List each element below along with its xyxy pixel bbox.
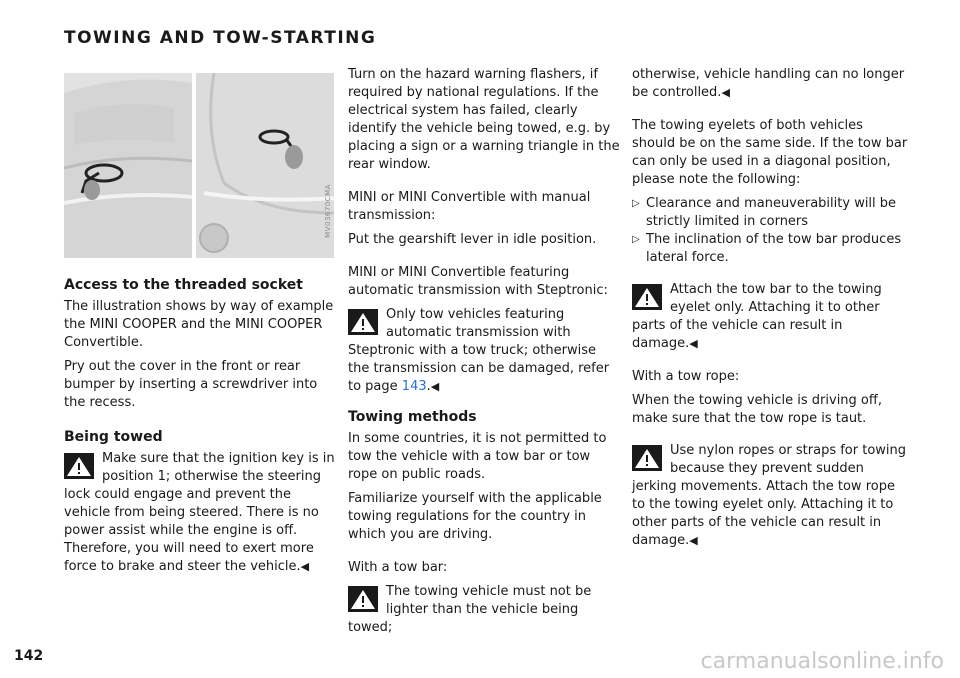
column-3 [632, 66, 910, 556]
warning-triangle-icon [632, 445, 662, 471]
heading-being-towed: Being towed [64, 429, 163, 445]
page-link[interactable]: 143 [401, 379, 427, 394]
warning-text: Attach the tow bar to the towing eyelet only. Attaching it to other parts of the vehicle can result in damage. [632, 282, 882, 351]
paragraph: In some countries, it is not permitted to tow the vehicle with a tow bar or tow rope on public roads. [348, 431, 607, 482]
warning-triangle-icon [64, 453, 94, 479]
end-mark-icon: ◀ [689, 337, 698, 350]
page-number: 142 [14, 648, 44, 664]
paragraph: Put the gearshift lever in idle position. [348, 232, 597, 247]
paragraph: MINI or MINI Convertible featuring automatic transmission with Steptronic: [348, 265, 608, 298]
paragraph-text: otherwise, vehicle handling can no longer be controlled. [632, 67, 905, 100]
tow-eyelet-illustration [64, 73, 334, 258]
warning-note [632, 281, 910, 353]
heading-towing-methods: Towing methods [348, 409, 477, 425]
warning-note [348, 583, 620, 637]
paragraph: MINI or MINI Convertible with manual transmission: [348, 190, 591, 223]
list-item: ▷ Clearance and maneuverability will be strictly limited in corners [632, 195, 910, 231]
list-item: ▷ The inclination of the tow bar produces lateral force. [632, 231, 910, 267]
watermark: carmanualsonline.info [700, 649, 944, 674]
bumper-photo [64, 73, 334, 258]
warning-triangle-icon [348, 309, 378, 335]
end-mark-icon: ◀ [721, 86, 730, 99]
warning-triangle-icon [632, 284, 662, 310]
paragraph: When the towing vehicle is driving off, make sure that the tow rope is taut. [632, 393, 882, 426]
paragraph [632, 66, 910, 102]
column-1 [64, 270, 336, 582]
end-mark-icon: ◀ [689, 534, 698, 547]
heading-access-threaded-socket: Access to the threaded socket [64, 277, 303, 293]
page-title: TOWING AND TOW-STARTING [64, 28, 377, 48]
warning-text: Make sure that the ignition key is in position 1; otherwise the steering lock could engage and prevent the vehicle from being steered. There is no power assist while the engine is off. Therefore, you will need to exert more force to brake and steer the vehicle. [64, 451, 335, 574]
paragraph: The towing eyelets of both vehicles should be on the same side. If the tow bar can only be used in a diagonal position, please note the following: [632, 118, 908, 187]
warning-text: The towing vehicle must not be lighter than the vehicle being towed; [348, 584, 592, 635]
column-2 [348, 66, 620, 643]
paragraph: With a tow bar: [348, 560, 448, 575]
end-mark-icon: ◀ [300, 560, 310, 573]
end-mark-icon: ◀ [430, 380, 440, 393]
figure-code: MV03670CMA [324, 184, 332, 238]
paragraph: The illustration shows by way of example the MINI COOPER and the MINI COOPER Convertible. [64, 299, 334, 350]
paragraph: Turn on the hazard warning flashers, if required by national regulations. If the electrical system has failed, clearly identify the vehicle being towed, e.g. by placing a sign or a warning triangle in the rear window. [348, 67, 620, 172]
warning-text: Only tow vehicles featuring automatic transmission with Steptronic with a tow truck; otherwise the transmission can be damaged, refer to page [348, 307, 610, 394]
bullet-list [632, 195, 910, 267]
paragraph: Pry out the cover in the front or rear bumper by inserting a screwdriver into the recess. [64, 359, 318, 410]
paragraph: Familiarize yourself with the applicable towing regulations for the country in which you are driving. [348, 491, 602, 542]
warning-note: Only tow vehicles featuring automatic transmission with Steptronic with a tow truck; otherwise the transmission can be damaged, refer to page 143.◀ [348, 307, 610, 394]
warning-triangle-icon [348, 586, 378, 612]
warning-note [632, 442, 910, 550]
warning-text: Use nylon ropes or straps for towing because they prevent sudden jerking movements. Attach the tow rope to the towing eyelet only. Attaching it to other parts of the vehicle can result in damage. [632, 443, 907, 548]
warning-note [64, 450, 336, 576]
paragraph: With a tow rope: [632, 369, 740, 384]
